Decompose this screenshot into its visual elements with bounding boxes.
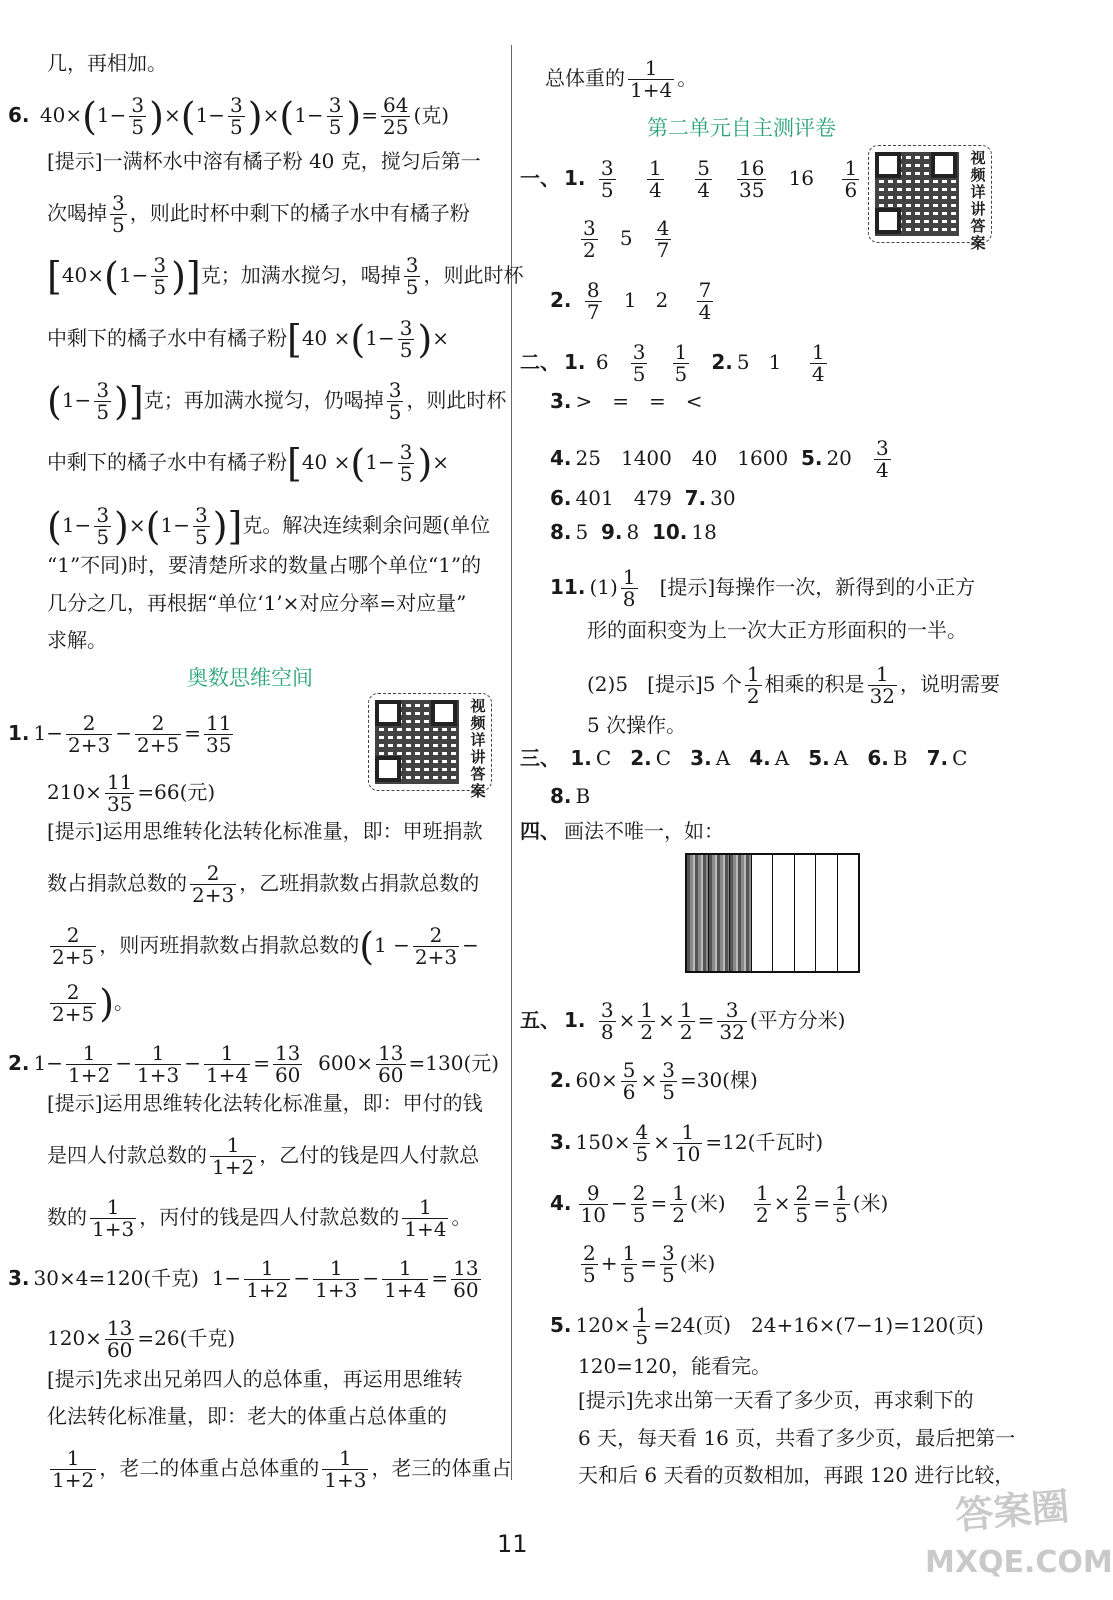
qr-label: 视频详讲答案 xyxy=(970,149,986,252)
tip-line: “1”不同)时，要清楚所求的数量占哪个单位“1”的 xyxy=(47,553,482,577)
tip-line: $\frac{1}{1+2}$ ，老二的体重占总体重的 $\frac{1}{1+3}$ ，老三的体重占 xyxy=(52,1446,512,1492)
tip-line: 数占捐款总数的 $\frac{2}{2+3}$ ，乙班捐款数占捐款总数的 xyxy=(47,861,480,907)
a2-line: 2. 1− $\frac{1}{1+2}$ − $\frac{1}{1+3}$ − $\frac{1}{1+4}$ = $\frac{13}{60}$ 600× $\frac{13}{60}$ =130(元) xyxy=(8,1041,500,1087)
watermark-url: MXQE.COM xyxy=(925,1545,1113,1580)
s1-line: $\frac{3}{2}$ 5 $\frac{4}{7}$ xyxy=(583,216,670,262)
tip-line: 化法转化标准量，即：老大的体重占总体重的 xyxy=(47,1404,447,1428)
s1-line: 一、 1. $\frac{3}{5}$ $\frac{1}{4}$ $\frac{5}{4}$ $\frac{16}{35}$ 16 $\frac{1}{6}$ xyxy=(520,156,858,202)
s2-line: 11. (1) $\frac{1}{8}$ [提示]每操作一次，新得到的小正方 xyxy=(550,565,976,611)
tip-line: 中剩下的橘子水中有橘子粉[40 ×(1− $\frac{3}{5}$ )× xyxy=(47,440,450,486)
a3-line: 120× $\frac{13}{60}$ =26(千克) xyxy=(47,1316,236,1362)
empty-cell xyxy=(838,855,859,971)
q6-line: 6. 40×(1− $\frac{3}{5}$ )×(1− $\frac{3}{5}$ )×(1− $\frac{3}{5}$ )= $\frac{64}{25}$ (克) xyxy=(8,93,450,139)
qr-eye xyxy=(875,208,901,234)
s2-line: 8. 5 9. 8 10. 18 xyxy=(550,520,717,544)
tip-line: 是四人付款总数的 $\frac{1}{1+2}$ ，乙付的钱是四人付款总 xyxy=(47,1133,480,1179)
qr-label: 视频详讲答案 xyxy=(470,697,486,800)
empty-cell xyxy=(752,855,774,971)
qr-eye xyxy=(375,756,401,782)
page-number: 11 xyxy=(497,1530,528,1558)
tip-line: [提示]先求出第一天看了多少页，再求剩下的 xyxy=(578,1388,974,1412)
s5-line: 2. 60× $\frac{5}{6}$ × $\frac{3}{5}$ =30(棵) xyxy=(550,1058,758,1104)
tip-line: [提示]先求出兄弟四人的总体重，再运用思维转 xyxy=(47,1367,463,1391)
s3-line: 三、 1. C 2. C 3. A 4. A 5. A 6. B 7. C xyxy=(520,746,968,770)
qr-eye xyxy=(931,152,957,178)
qr-eye xyxy=(431,700,457,726)
shaded-cell xyxy=(730,855,752,971)
tip-line: (1− $\frac{3}{5}$ )]克；再加满水搅匀，仍喝掉 $\frac{3}{5}$ ，则此时杯 xyxy=(47,378,507,424)
a1-line: 1. 1− $\frac{2}{2+3}$ − $\frac{2}{2+5}$ = $\frac{11}{35}$ xyxy=(8,711,232,757)
s2-line: 形的面积变为上一次大正方形面积的一半。 xyxy=(587,618,967,642)
tip-line: 几分之几，再根据“单位‘1’×对应分率=对应量” xyxy=(47,591,467,615)
tip-line: 次喝掉 $\frac{3}{5}$ ，则此时杯中剩下的橘子水中有橘子粉 xyxy=(47,191,470,237)
watermark-logo: 答案圈 xyxy=(953,1484,1072,1538)
s5-line: 3. 150× $\frac{4}{5}$ × $\frac{1}{10}$ =12(千瓦时) xyxy=(550,1120,824,1166)
s2-line: 6. 401 479 7. 30 xyxy=(550,486,736,510)
a3-line: 3. 30×4=120(千克) 1− $\frac{1}{1+2}$ − $\frac{1}{1+3}$ − $\frac{1}{1+4}$ = $\frac{13}{60}$ xyxy=(8,1256,479,1302)
tip-line: 数的 $\frac{1}{1+3}$ ，丙付的钱是四人付款总数的 $\frac{1}{1+4}$ 。 xyxy=(47,1195,472,1241)
tip-line: (1− $\frac{3}{5}$ )×(1− $\frac{3}{5}$ )]克。解决连续剩余问题(单位 xyxy=(47,503,491,549)
qr-eye xyxy=(875,152,901,178)
qr-code-icon[interactable] xyxy=(368,693,492,800)
tip-line: $\frac{2}{2+5}$ )。 xyxy=(52,980,135,1026)
tip-line: [提示]运用思维转化法转化标准量，即：甲班捐款 xyxy=(47,819,483,843)
tip-line: 中剩下的橘子水中有橘子粉[40 ×(1− $\frac{3}{5}$ )× xyxy=(47,316,450,362)
tip-line: 天和后 6 天看的页数相加，再跟 120 进行比较， xyxy=(578,1463,1015,1487)
s5-line: 5. 120× $\frac{1}{5}$ =24(页) 24+16×(7−1)=120(页) xyxy=(550,1303,984,1349)
tip-line: 6 天，每天看 16 页，共看了多少页，最后把第一 xyxy=(578,1426,1016,1450)
s3-line: 8. B xyxy=(550,784,591,808)
tip-line: [40×(1− $\frac{3}{5}$ )]克；加满水搅匀，喝掉 $\frac{3}{5}$ ，则此时杯 xyxy=(47,253,524,299)
tip-line: $\frac{2}{2+5}$ ，则丙班捐款数占捐款总数的(1 − $\frac{2}{2+3}$ − xyxy=(52,923,479,969)
qr-eye xyxy=(375,700,401,726)
s5-line: 4. $\frac{9}{10}$ − $\frac{2}{5}$ = $\frac{1}{2}$ (米) $\frac{1}{2}$ × $\frac{2}{5}$ = $\frac{1}{5}$ (米) xyxy=(550,1181,889,1227)
empty-cell xyxy=(773,855,795,971)
qr-code-icon[interactable] xyxy=(868,145,992,252)
s1-line: 2. $\frac{8}{7}$ 1 2 $\frac{7}{4}$ xyxy=(550,278,712,324)
s2-line: 5 次操作。 xyxy=(587,713,687,737)
s2-line: (2)5 [提示]5 个 $\frac{1}{2}$ 相乘的积是 $\frac{1}{32}$ ，说明需要 xyxy=(587,662,1001,708)
text-line: 几，再相加。 xyxy=(47,51,167,75)
a1-line: 210× $\frac{11}{35}$ =66(元) xyxy=(47,770,216,816)
shaded-rectangle-diagram xyxy=(685,853,860,973)
s2-line: 二、 1. 6 $\frac{3}{5}$ $\frac{1}{5}$ 2. 5 1 $\frac{1}{4}$ xyxy=(520,340,825,386)
tip-line: [提示]运用思维转化法转化标准量，即：甲付的钱 xyxy=(47,1091,483,1115)
tip-line: 求解。 xyxy=(47,628,107,652)
s2-line: 3. > = = < xyxy=(550,389,703,413)
empty-cell xyxy=(816,855,838,971)
s2-line: 4. 25 1400 40 1600 5. 20 $\frac{3}{4}$ xyxy=(550,436,889,482)
s5-line: 120=120，能看完。 xyxy=(578,1354,772,1378)
tip-line: [提示]一满杯水中溶有橘子粉 40 克，搅匀后第一 xyxy=(47,149,481,173)
s5-line: 五、 1. $\frac{3}{8}$ × $\frac{1}{2}$ × $\frac{1}{2}$ = $\frac{3}{32}$ (平方分米) xyxy=(520,998,846,1044)
section-title: 奥数思维空间 xyxy=(187,666,313,690)
s4-line: 四、 画法不唯一，如： xyxy=(520,819,724,843)
text-line: 总体重的 $\frac{1}{1+4}$ 。 xyxy=(545,56,698,102)
empty-cell xyxy=(795,855,817,971)
shaded-cell xyxy=(709,855,731,971)
section-title: 第二单元自主测评卷 xyxy=(647,116,836,140)
shaded-cell xyxy=(687,855,709,971)
s5-line: $\frac{2}{5}$ + $\frac{1}{5}$ = $\frac{3}{5}$ (米) xyxy=(583,1241,716,1287)
